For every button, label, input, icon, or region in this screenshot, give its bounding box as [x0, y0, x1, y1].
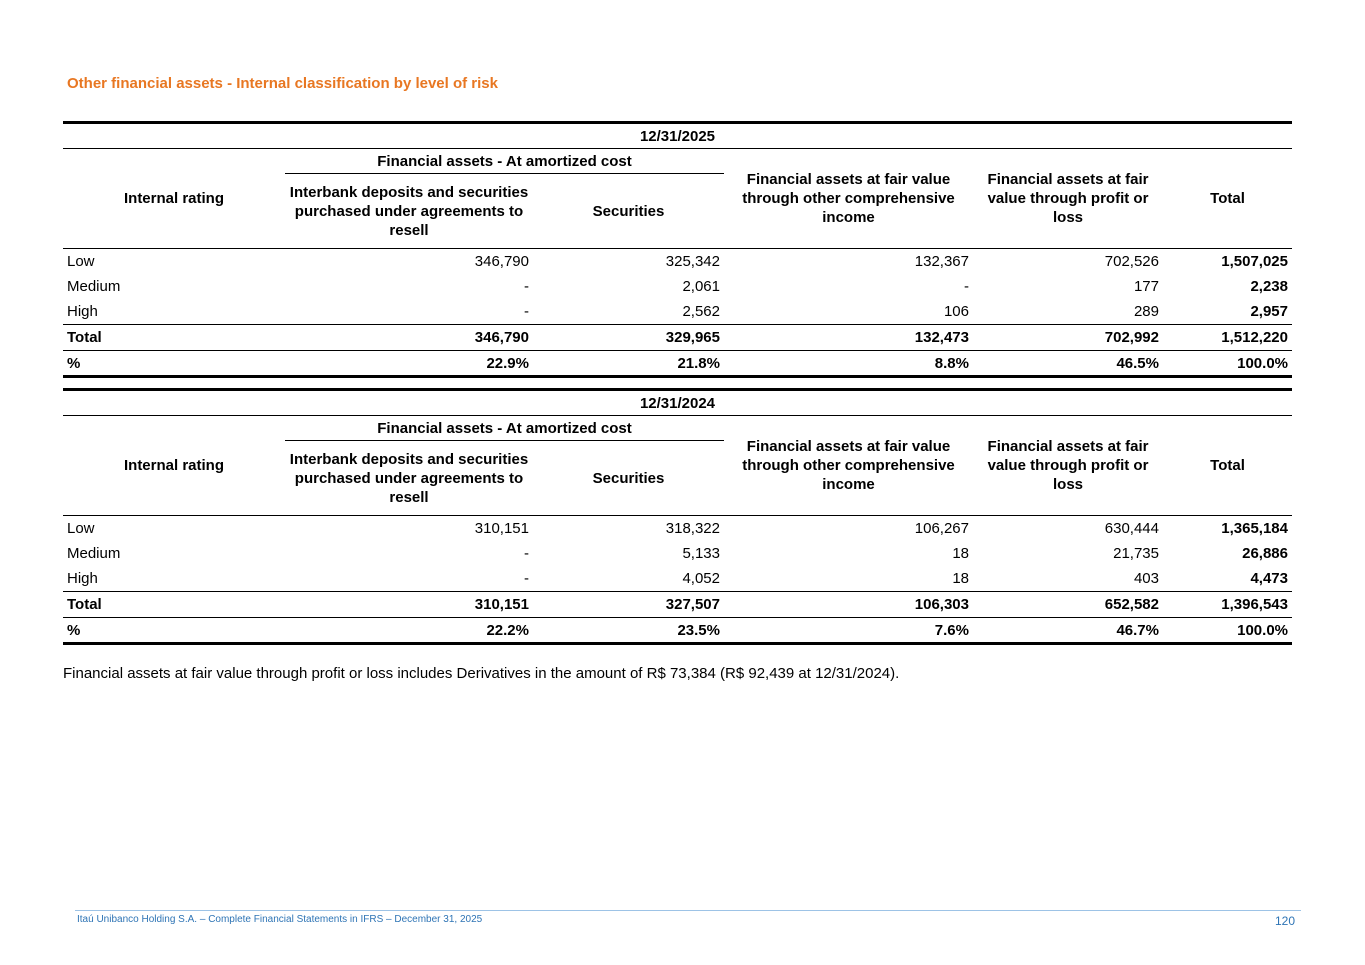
cell-interbank: -: [524, 303, 529, 320]
cell-total: 4,473: [1250, 570, 1288, 587]
cell-securities: 5,133: [682, 545, 720, 562]
row-label: Medium: [67, 278, 121, 295]
footer-text: Itaú Unibanco Holding S.A. – Complete Financial Statements in IFRS – December 31, 2025: [77, 914, 483, 925]
table-date: 12/31/2024: [63, 390, 1292, 416]
table-row: [63, 274, 1292, 299]
header-interbank: Interbank deposits and securities purchased under agreements to resell: [285, 174, 533, 249]
table-row: [63, 299, 1292, 325]
cell-interbank: -: [524, 570, 529, 587]
header-internal-rating: Internal rating: [63, 416, 285, 516]
cell-interbank: 310,151: [285, 592, 533, 618]
row-label: Total: [63, 325, 285, 351]
cell-securities: 327,507: [533, 592, 724, 618]
cell-fvoci: 132,367: [914, 253, 969, 270]
table-row: [63, 541, 1292, 566]
cell-fvoci: 106,267: [914, 520, 969, 537]
cell-fvtpl: 46.5%: [973, 351, 1163, 377]
cell-total: 1,396,543: [1163, 592, 1292, 618]
row-label: %: [63, 351, 285, 377]
cell-fvoci: 18: [952, 570, 969, 587]
header-total: Total: [1163, 149, 1292, 249]
header-fvoci: Financial assets at fair value through other comprehensive income: [724, 149, 973, 249]
cell-securities: 4,052: [682, 570, 720, 587]
risk-table-2024: [63, 388, 1292, 645]
header-amortized-group: Financial assets - At amortized cost: [285, 149, 724, 174]
cell-fvoci: 8.8%: [724, 351, 973, 377]
cell-fvoci: 18: [952, 545, 969, 562]
cell-total: 1,512,220: [1163, 325, 1292, 351]
cell-fvoci: 7.6%: [724, 618, 973, 644]
cell-total: 100.0%: [1163, 618, 1292, 644]
row-label: Low: [67, 253, 95, 270]
percent-row: [63, 618, 1292, 644]
cell-interbank: 346,790: [474, 253, 529, 270]
row-label: High: [67, 303, 98, 320]
footer-rule: [75, 910, 1301, 911]
cell-securities: 2,061: [682, 278, 720, 295]
cell-fvtpl: 702,526: [1104, 253, 1159, 270]
cell-fvoci: 132,473: [724, 325, 973, 351]
table-row: [63, 566, 1292, 592]
table-date: 12/31/2025: [63, 123, 1292, 149]
cell-total: 26,886: [1242, 545, 1288, 562]
cell-interbank: 22.9%: [285, 351, 533, 377]
cell-fvoci: 106: [943, 303, 969, 320]
row-label: %: [63, 618, 285, 644]
header-amortized-group: Financial assets - At amortized cost: [285, 416, 724, 441]
header-securities: Securities: [533, 174, 724, 249]
total-row: [63, 592, 1292, 618]
footnote: Financial assets at fair value through profit or loss includes Derivatives in the amount of R$ 73,384 (R$ 92,439 at 12/31/2024).: [63, 665, 900, 682]
page-number: 120: [1274, 914, 1295, 928]
total-row: [63, 325, 1292, 351]
row-label: Total: [63, 592, 285, 618]
table-row: [63, 249, 1292, 275]
header-fvtpl: Financial assets at fair value through profit or loss: [973, 149, 1163, 249]
header-fvoci: Financial assets at fair value through other comprehensive income: [724, 416, 973, 516]
cell-securities: 23.5%: [533, 618, 724, 644]
table-row: [63, 516, 1292, 542]
cell-total: 2,238: [1250, 278, 1288, 295]
header-interbank: Interbank deposits and securities purchased under agreements to resell: [285, 441, 533, 516]
cell-securities: 2,562: [682, 303, 720, 320]
risk-table-2025: [63, 121, 1292, 378]
cell-fvtpl: 46.7%: [973, 618, 1163, 644]
header-total: Total: [1163, 416, 1292, 516]
cell-interbank: 310,151: [474, 520, 529, 537]
cell-total: 1,365,184: [1221, 520, 1288, 537]
cell-fvtpl: 21,735: [1113, 545, 1159, 562]
cell-interbank: 346,790: [285, 325, 533, 351]
cell-fvtpl: 289: [1133, 303, 1159, 320]
cell-total: 1,507,025: [1221, 253, 1288, 270]
cell-interbank: 22.2%: [285, 618, 533, 644]
cell-fvtpl: 702,992: [973, 325, 1163, 351]
cell-fvoci: 106,303: [724, 592, 973, 618]
row-label: High: [67, 570, 98, 587]
cell-total: 100.0%: [1163, 351, 1292, 377]
cell-interbank: -: [524, 278, 529, 295]
cell-fvtpl: 652,582: [973, 592, 1163, 618]
cell-securities: 325,342: [665, 253, 720, 270]
cell-securities: 329,965: [533, 325, 724, 351]
cell-securities: 318,322: [665, 520, 720, 537]
cell-total: 2,957: [1250, 303, 1288, 320]
cell-interbank: -: [524, 545, 529, 562]
cell-fvtpl: 630,444: [1104, 520, 1159, 537]
cell-securities: 21.8%: [533, 351, 724, 377]
cell-fvtpl: 177: [1133, 278, 1159, 295]
header-internal-rating: Internal rating: [63, 149, 285, 249]
cell-fvoci: -: [964, 278, 969, 295]
header-fvtpl: Financial assets at fair value through profit or loss: [973, 416, 1163, 516]
cell-fvtpl: 403: [1133, 570, 1159, 587]
header-securities: Securities: [533, 441, 724, 516]
section-title: Other financial assets - Internal classification by level of risk: [67, 75, 498, 92]
row-label: Medium: [67, 545, 121, 562]
percent-row: [63, 351, 1292, 377]
row-label: Low: [67, 520, 95, 537]
